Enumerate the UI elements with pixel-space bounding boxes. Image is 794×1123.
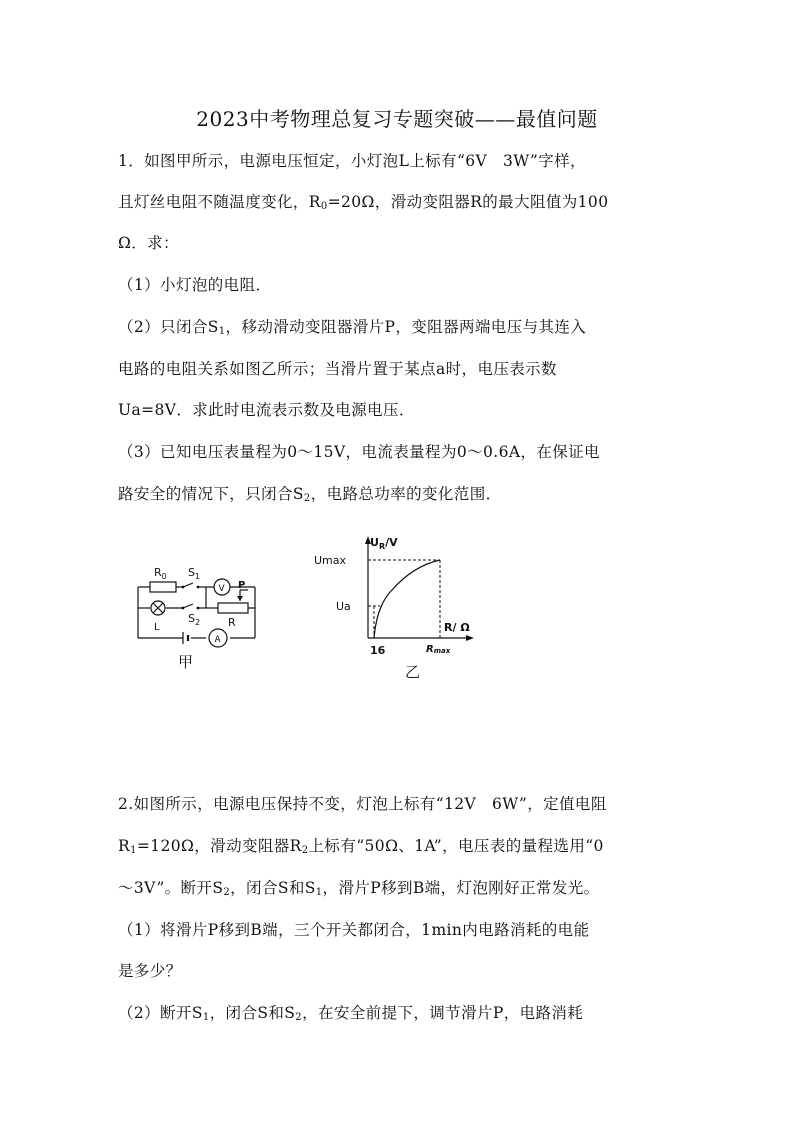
q1-part2-line2: 电路的电阻关系如图乙所示；当滑片置于某点a时，电压表示数 bbox=[118, 360, 557, 378]
curve-ur bbox=[374, 560, 440, 638]
label-a: A bbox=[214, 635, 221, 645]
label-s1: $S_1$ bbox=[188, 566, 201, 581]
resistor-r0 bbox=[150, 582, 176, 592]
q2-line3-b: ，闭合S和S bbox=[230, 879, 316, 897]
q2-line3 bbox=[118, 876, 600, 898]
q2-line2-b: =120Ω，滑动变阻器R bbox=[136, 837, 302, 855]
q1-line2-sub: 0 bbox=[320, 201, 328, 212]
switch-s2-blade bbox=[183, 604, 193, 608]
q1-line2-b: =20Ω，滑动变阻器R的最大阻值为100 bbox=[327, 193, 609, 211]
label-v: V bbox=[218, 584, 225, 594]
q1-part1: （1）小灯泡的电阻． bbox=[118, 276, 272, 294]
q1-part2-a: （2）只闭合S bbox=[118, 318, 219, 336]
q1-line2 bbox=[118, 190, 608, 212]
q1-part2-sub: 1 bbox=[218, 326, 226, 337]
q2-line2-a: R bbox=[118, 837, 131, 855]
q1-line3: Ω．求： bbox=[118, 234, 179, 252]
q1-part3-b: ，电路总功率的变化范围． bbox=[310, 485, 502, 503]
q2-line3-a: ～3V”。断开S bbox=[118, 879, 224, 897]
label-p: P bbox=[238, 580, 246, 591]
q2-part2-a: （2）断开S bbox=[118, 1004, 203, 1022]
switch-s2-contact bbox=[197, 607, 200, 610]
q2-line3-c: ，滑片P移到B端，灯泡刚好正常发光。 bbox=[322, 879, 600, 897]
circuit-diagram-jia bbox=[128, 550, 263, 650]
rheostat-r bbox=[218, 603, 248, 613]
q1-part2-line1 bbox=[118, 315, 586, 337]
q1-part3-line2 bbox=[118, 482, 502, 504]
q2-line2-sub1: 1 bbox=[130, 845, 137, 856]
switch-s1-contact bbox=[197, 586, 200, 589]
q2-line1: 2.如图所示，电源电压保持不变，灯泡上标有“12V 6W”，定值电阻 bbox=[118, 795, 607, 813]
ua-label: Ua bbox=[336, 600, 351, 613]
graph-yi bbox=[310, 530, 480, 660]
x-axis-arrow bbox=[466, 635, 474, 641]
q1-part3-sub: 2 bbox=[303, 493, 311, 504]
q2-part2-b: ，闭合S和S bbox=[209, 1004, 296, 1022]
q1-part3-a: 路安全的情况下，只闭合S bbox=[118, 485, 304, 503]
switch-s2-pivot bbox=[182, 607, 185, 610]
q1-part3-line1: （3）已知电压表量程为0～15V，电流表量程为0～0.6A，在保证电 bbox=[118, 443, 600, 461]
page-title: 2023中考物理总复习专题突破——最值问题 bbox=[196, 107, 598, 131]
switch-s1-pivot bbox=[182, 586, 185, 589]
label-l: L bbox=[154, 622, 160, 633]
q1-part2-b: ，移动滑动变阻器滑片P，变阻器两端电压与其连入 bbox=[225, 318, 587, 336]
q2-part2-sub2: 2 bbox=[295, 1012, 303, 1023]
q2-part1-line1: （1）将滑片P移到B端，三个开关都闭合，1min内电路消耗的电能 bbox=[118, 921, 590, 939]
q2-part2-c: ，在安全前提下，调节滑片P，电路消耗 bbox=[302, 1004, 584, 1022]
y-axis-label: $U_R/V$ bbox=[370, 536, 398, 551]
switch-s1-blade bbox=[183, 583, 193, 587]
q2-line3-sub2: 1 bbox=[315, 887, 323, 898]
q1-line2-a: 且灯丝电阻不随温度变化，R bbox=[118, 193, 321, 211]
q1-part2-line3: Ua=8V．求此时电流表示数及电源电压． bbox=[118, 401, 415, 419]
q2-line2-c: 上标有“50Ω、1A”，电压表的量程选用“0 bbox=[308, 837, 604, 855]
figure-jia-caption: 甲 bbox=[178, 653, 194, 671]
x-axis-label: R/ Ω bbox=[444, 621, 470, 634]
q2-part2-sub1: 1 bbox=[202, 1012, 210, 1023]
figure-yi-caption: 乙 bbox=[405, 663, 421, 681]
x-tick-rmax: Rmax bbox=[426, 644, 451, 655]
label-r: R bbox=[228, 616, 236, 629]
x-tick-16: 16 bbox=[370, 644, 386, 657]
slider-p-arrow bbox=[237, 596, 243, 601]
q2-line3-sub1: 2 bbox=[223, 887, 231, 898]
label-r0: $R_0$ bbox=[154, 566, 167, 581]
q2-part1-line2: 是多少？ bbox=[118, 962, 182, 980]
umax-label: Umax bbox=[314, 554, 347, 567]
label-s2: $S_2$ bbox=[188, 612, 201, 627]
q2-line2 bbox=[118, 834, 604, 856]
q2-part2-line1 bbox=[118, 1001, 583, 1023]
q2-line2-sub2: 2 bbox=[301, 845, 309, 856]
q1-line1: 1．如图甲所示，电源电压恒定，小灯泡L上标有“6V 3W”字样， bbox=[118, 152, 586, 170]
